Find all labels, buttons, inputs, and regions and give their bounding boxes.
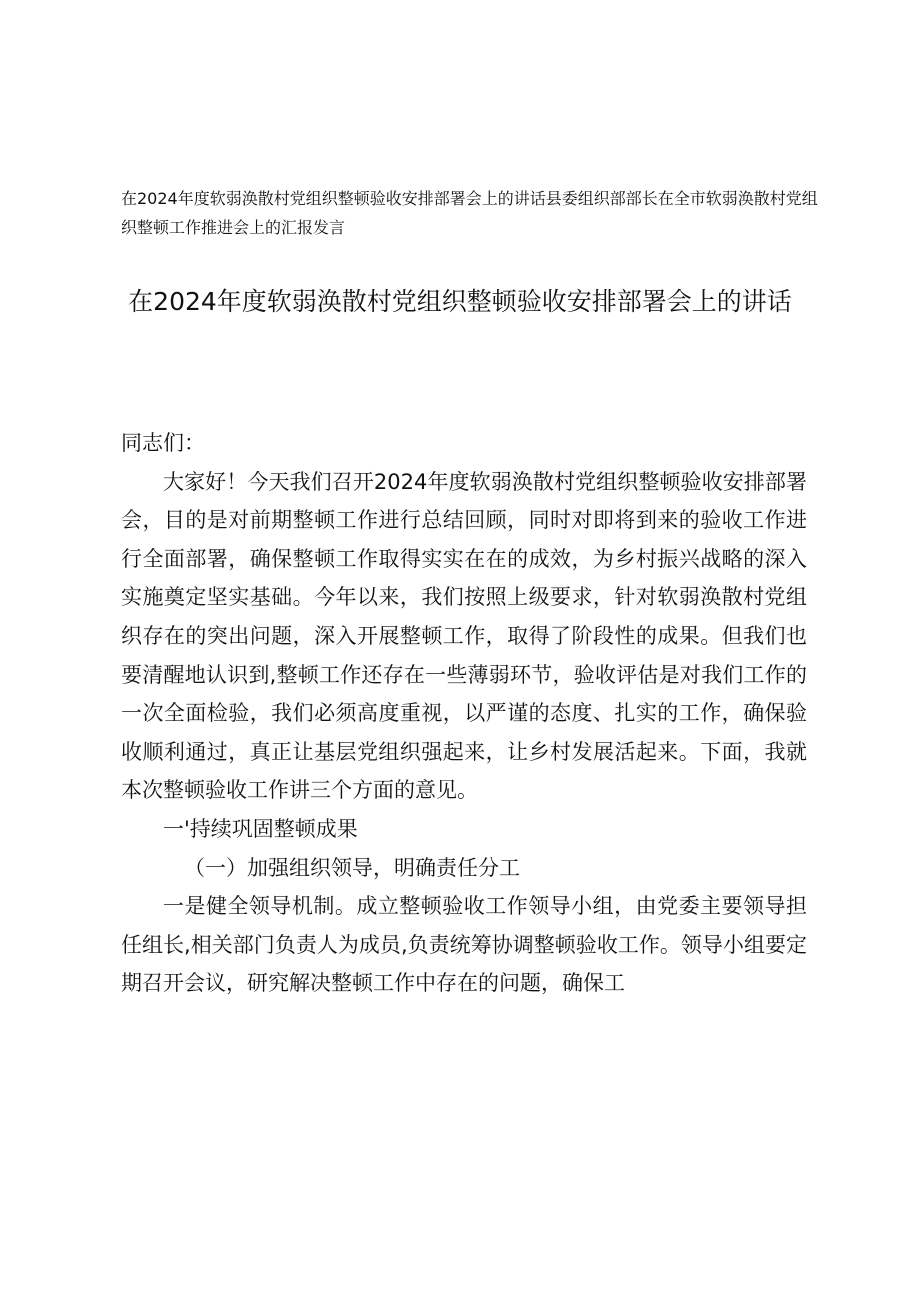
body-paragraph: 一是健全领导机制。成立整顿验收工作领导小组，由党委主要领导担任组长,相关部门负责人为成员,负责统筹协调整顿验收工作。领导小组要定期召开会议，研究解决整顿工作中存在的问题，确保工: [121, 894, 807, 996]
document-body: [121, 424, 807, 1003]
salutation: 同志们：: [121, 431, 205, 455]
section-heading: 一'持续巩固整顿成果: [163, 816, 358, 841]
intro-paragraph: 大家好！今天我们召开2024年度软弱涣散村党组织整顿验收安排部署会，目的是对前期整顿工作进行总结回顾，同时对即将到来的验收工作进行全面部署，确保整顿工作取得实实在在的成效，为乡村振兴战略的深入实施奠定坚实基础。今年以来，我们按照上级要求，针对软弱涣散村党组织存在的突出问题，深入开展整顿工作，取得了阶段性的成果。但我们也要清醒地认识到,整顿工作还存在一些薄弱环节，验收评估是对我们工作的一次全面检验，我们必须高度重视，以严谨的态度、扎实的工作，确保验收顺利通过，真正让基层党组织强起来，让乡村发展活起来。下面，我就本次整顿验收工作讲三个方面的意见。: [121, 469, 807, 803]
document-header-line: 在2024年度软弱涣散村党组织整顿验收安排部署会上的讲话县委组织部部长在全市软弱涣散村党组织整顿工作推进会上的汇报发言: [121, 189, 818, 237]
subsection-heading: （一）加强组织领导，明确责任分工: [184, 855, 520, 880]
page-title: 在2024年度软弱涣散村党组织整顿验收安排部署会上的讲话: [128, 287, 792, 316]
